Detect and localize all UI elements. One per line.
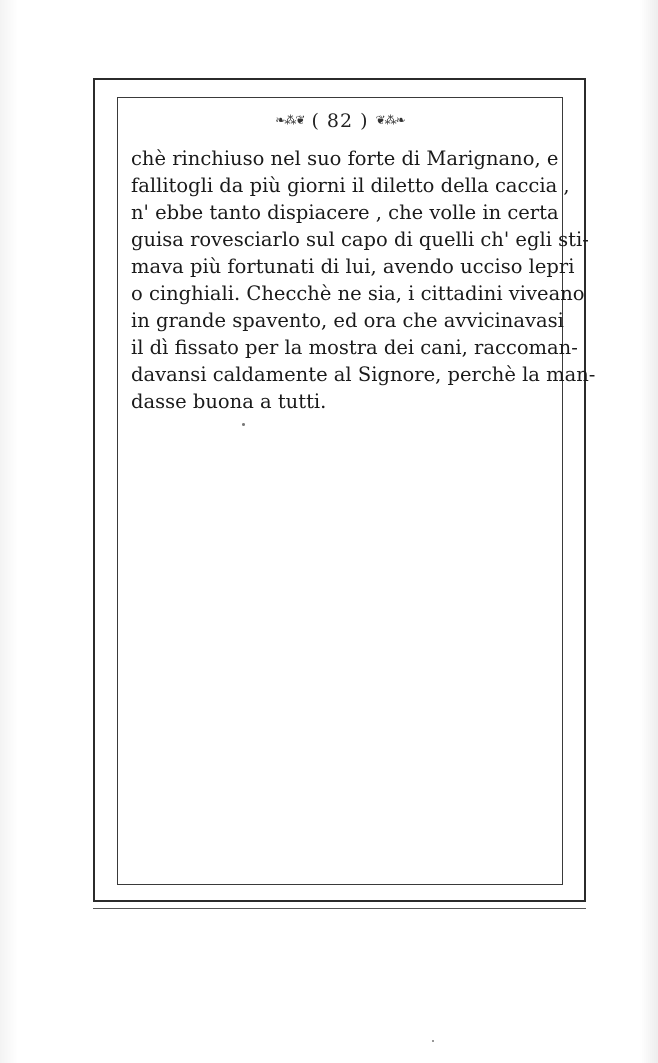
- text-line: in grande spavento, ed ora che avvicinavasi: [131, 309, 564, 332]
- text-line: o cinghiali. Checchè ne sia, i cittadini viveano: [131, 282, 585, 305]
- text-line: davansi caldamente al Signore, perchè la man-: [131, 363, 596, 386]
- text-line: mava più fortunati di lui, avendo ucciso lepri: [131, 255, 575, 278]
- text-line: chè rinchiuso nel suo forte di Marignano, e: [131, 147, 559, 170]
- text-line: guisa rovesciarlo sul capo di quelli ch' egli sti-: [131, 228, 589, 251]
- left-ornament: ❧⁂❦: [275, 113, 305, 127]
- ink-speck: [432, 1040, 434, 1042]
- body-text: [131, 145, 596, 415]
- text-line: n' ebbe tanto dispiacere , che volle in certa: [131, 201, 559, 224]
- text-line: il dì fissato per la mostra dei cani, raccoman-: [131, 336, 578, 359]
- right-ornament: ❦⁂❧: [375, 113, 405, 127]
- page-number: ( 82 ): [311, 110, 369, 132]
- text-line: fallitogli da più giorni il diletto della caccia ,: [131, 174, 570, 197]
- text-line: dasse buona a tutti.: [131, 390, 327, 413]
- bottom-rule: [93, 908, 586, 909]
- page-header: [117, 110, 563, 132]
- ink-speck: [242, 423, 245, 426]
